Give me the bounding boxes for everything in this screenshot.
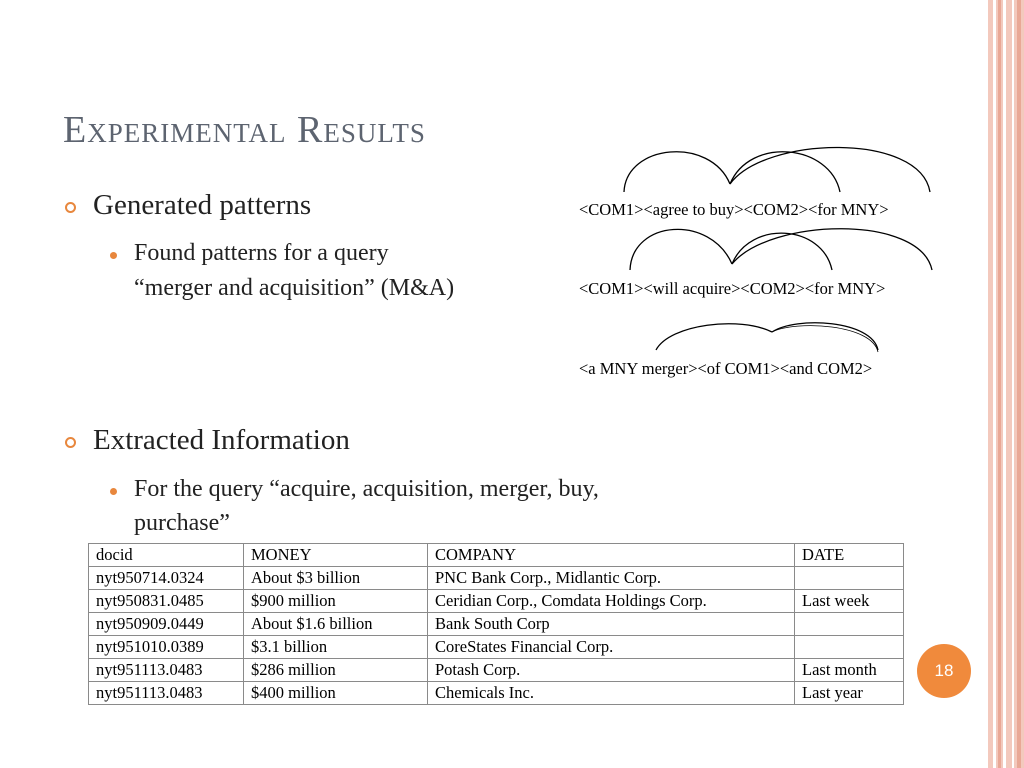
table-cell: Ceridian Corp., Comdata Holdings Corp.	[428, 590, 795, 613]
decorative-border-gap	[1012, 0, 1014, 768]
table-cell: nyt951010.0389	[89, 636, 244, 659]
table-cell: Last week	[795, 590, 904, 613]
table-cell: $3.1 billion	[244, 636, 428, 659]
section-heading: Extracted Information	[93, 424, 350, 456]
table-cell: Potash Corp.	[428, 659, 795, 682]
dependency-arcs	[560, 140, 980, 380]
table-cell: CoreStates Financial Corp.	[428, 636, 795, 659]
section-subline: “merger and acquisition” (M&A)	[134, 275, 455, 301]
table-header-row	[89, 544, 904, 567]
table-cell: About $1.6 billion	[244, 613, 428, 636]
table-row	[89, 613, 904, 636]
arc	[772, 323, 878, 350]
column-header: docid	[89, 544, 244, 567]
pattern-text: <COM1><will acquire><COM2><for MNY>	[579, 279, 886, 298]
table-cell: nyt951113.0483	[89, 682, 244, 705]
table-cell: About $3 billion	[244, 567, 428, 590]
results-table	[88, 543, 904, 705]
table-cell	[795, 567, 904, 590]
arc	[730, 152, 840, 192]
section-heading: Generated patterns	[93, 189, 312, 221]
table-cell: PNC Bank Corp., Midlantic Corp.	[428, 567, 795, 590]
decorative-border-stripe	[1017, 0, 1021, 768]
decorative-border-stripe	[998, 0, 1001, 768]
column-header: MONEY	[244, 544, 428, 567]
pattern-text: <COM1><agree to buy><COM2><for MNY>	[579, 200, 889, 219]
table-cell: nyt951113.0483	[89, 659, 244, 682]
arc	[730, 147, 930, 192]
table-cell: nyt950909.0449	[89, 613, 244, 636]
bullet-dot-icon	[110, 488, 117, 495]
section-subline: For the query “acquire, acquisition, merger, buy,	[134, 476, 599, 502]
table-cell: nyt950831.0485	[89, 590, 244, 613]
table-row	[89, 682, 904, 705]
table-row	[89, 636, 904, 659]
table-cell: $900 million	[244, 590, 428, 613]
table-cell: Last month	[795, 659, 904, 682]
arc	[732, 229, 932, 270]
table-cell: $400 million	[244, 682, 428, 705]
bullet-ring-icon	[65, 437, 76, 448]
decorative-border-gap	[993, 0, 996, 768]
table-cell: Bank South Corp	[428, 613, 795, 636]
table-row	[89, 567, 904, 590]
section-subline: purchase”	[134, 510, 230, 536]
table-cell: Last year	[795, 682, 904, 705]
table-cell	[795, 636, 904, 659]
decorative-border-gap	[1003, 0, 1006, 768]
column-header: COMPANY	[428, 544, 795, 567]
slide-title: Experimental Results	[63, 109, 426, 151]
table-cell: $286 million	[244, 659, 428, 682]
table-row	[89, 659, 904, 682]
section-subline: Found patterns for a query	[134, 240, 389, 266]
column-header: DATE	[795, 544, 904, 567]
table-cell: nyt950714.0324	[89, 567, 244, 590]
arc	[656, 324, 772, 350]
page-number-badge: 18	[917, 644, 971, 698]
arc	[772, 326, 878, 352]
arc	[624, 152, 730, 192]
arc	[630, 229, 732, 270]
pattern-text: <a MNY merger><of COM1><and COM2>	[579, 359, 873, 378]
table-cell	[795, 613, 904, 636]
table-row	[89, 590, 904, 613]
bullet-dot-icon	[110, 252, 117, 259]
bullet-ring-icon	[65, 202, 76, 213]
table-cell: Chemicals Inc.	[428, 682, 795, 705]
